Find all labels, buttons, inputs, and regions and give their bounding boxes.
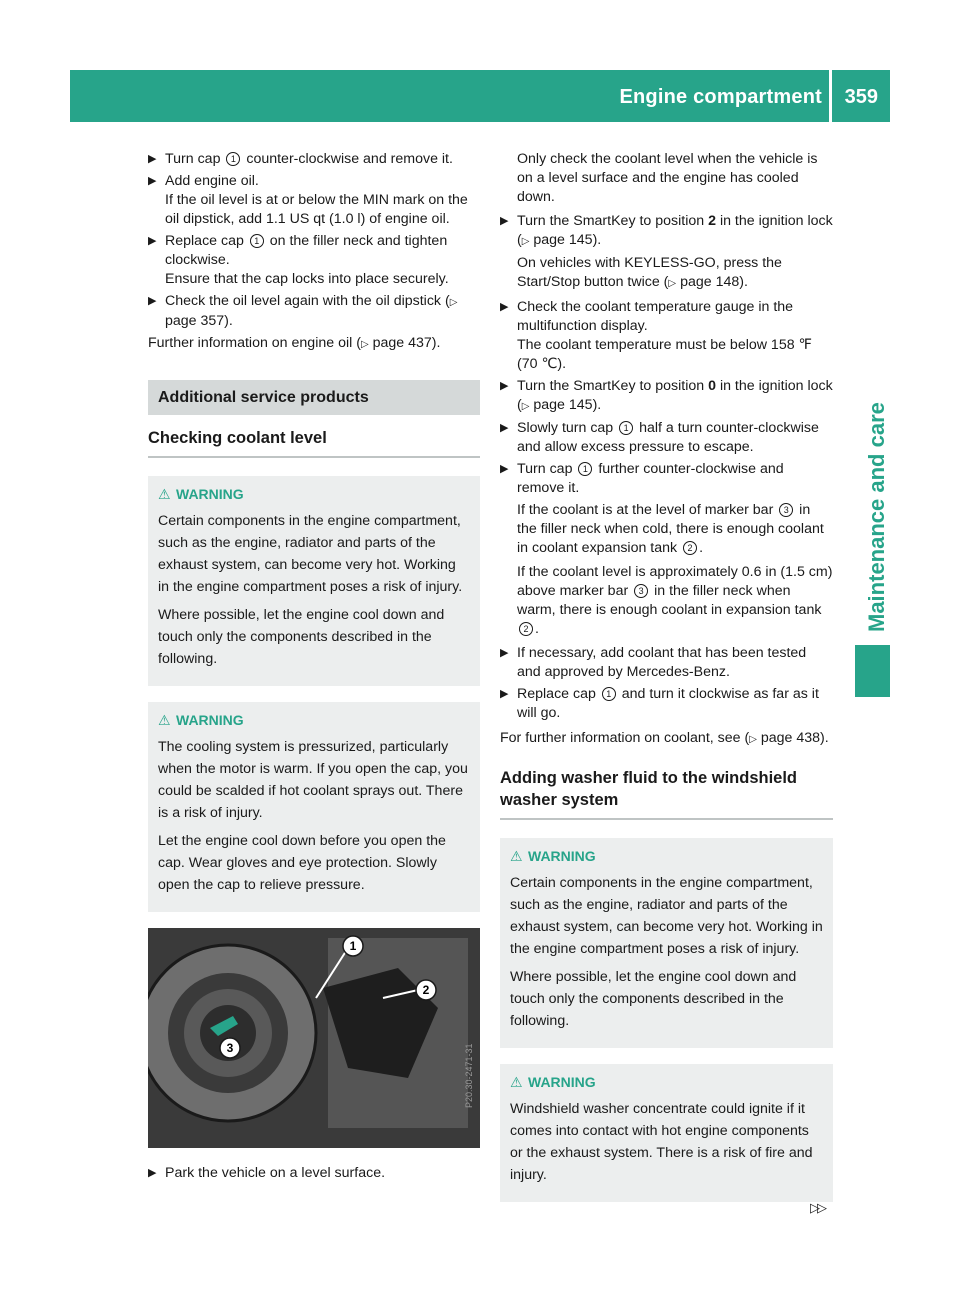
callout-3-icon: 3 (634, 584, 648, 598)
step-check-temp: ▶ Check the coolant temperature gauge in the multifunction display. The coolant temperature must be below 158 ℉ (70 ℃). (500, 299, 813, 372)
cap-note: Ensure that the cap locks into place securely. (165, 271, 449, 287)
oil-note: If the oil level is at or below the MIN mark on the oil dipstick, add 1.1 US qt (1.0 l) of engine oil. (165, 192, 468, 227)
step-add-coolant: ▶ If necessary, add coolant that has been tested and approved by Mercedes-Benz. (500, 645, 807, 680)
warning-text: The cooling system is pressurized, particularly when the motor is warm. If you open the cap, you could be scalded if hot coolant sprays out. There is a risk of injury. (158, 739, 468, 821)
warm-level-note: If the coolant level is approximately 0.6 in (1.5 cm) above marker bar 3 in the filler neck when warm, there is enough coolant in expansion tank 2 . (517, 564, 833, 637)
continue-mark-icon: ▷▷ (810, 1200, 824, 1215)
header-title: Engine compartment (619, 86, 822, 108)
warning-box-hot-components (148, 476, 480, 686)
warning-text: Where possible, let the engine cool down and touch only the components described in the following. (158, 607, 445, 667)
step-replace-cap: ▶ Replace cap 1 on the filler neck and tighten clockwise. Ensure that the cap locks into place securely. (148, 233, 449, 287)
subsection-heading: Adding washer fluid to the windshield washer system (500, 767, 833, 820)
callout-1-icon: 1 (226, 152, 240, 166)
step-add-oil: ▶ Add engine oil. If the oil level is at or below the MIN mark on the oil dipstick, add 1.1 US qt (1.0 l) of engine oil. (148, 173, 468, 227)
further-info-oil: Further information on engine oil (▷ page 437). (148, 335, 441, 351)
subsection-heading: Checking coolant level (148, 427, 480, 458)
page-ref-icon: ▷ (521, 236, 530, 247)
step-arrow-icon: ▶ (500, 688, 509, 700)
callout-2-label: 2 (422, 983, 430, 997)
warning-box-pressurized (148, 702, 480, 912)
page-ref-icon: ▷ (668, 278, 677, 289)
step-arrow-icon: ▶ (148, 295, 157, 307)
callout-1-icon: 1 (250, 234, 264, 248)
step-arrow-icon: ▶ (148, 175, 157, 187)
left-column (148, 150, 480, 1186)
page-ref-icon: ▷ (521, 401, 530, 412)
warning-title: ⚠ WARNING (158, 712, 244, 728)
step-arrow-icon: ▶ (148, 235, 157, 247)
section-heading: Additional service products (148, 380, 480, 415)
warning-text: Certain components in the engine compartment, such as the engine, radiator and parts of the exhaust system, can become very hot. Working in the engine compartment poses a risk of injury. (158, 513, 463, 595)
step-turn-cap: ▶ Turn cap 1 counter-clockwise and remove it. (148, 151, 453, 167)
page-ref-icon: ▷ (449, 297, 458, 308)
keyless-go-note: On vehicles with KEYLESS-GO, press the Start/Stop button twice (▷ page 148). (517, 255, 782, 290)
right-column (500, 150, 833, 1218)
callout-2-icon: 2 (683, 541, 697, 555)
warning-text: Let the engine cool down before you open the cap. Wear gloves and eye protection. Slowly open the cap to relieve pressure. (158, 833, 446, 893)
step-check-oil: ▶ Check the oil level again with the oil dipstick (▷ page 357). (148, 293, 458, 329)
warning-title: ⚠ WARNING (510, 848, 596, 864)
header-separator (829, 70, 832, 122)
warning-box-washer-concentrate (500, 1064, 833, 1202)
page-ref-icon: ▷ (360, 339, 369, 350)
step-arrow-icon: ▶ (500, 215, 509, 227)
warning-triangle-icon: ⚠ (510, 1074, 523, 1090)
callout-3-label: 3 (226, 1041, 234, 1055)
page-ref-icon: ▷ (749, 734, 757, 745)
step-replace-cap-coolant: ▶ Replace cap 1 and turn it clockwise as far as it will go. (500, 686, 819, 721)
callout-1-label: 1 (349, 939, 357, 953)
step-arrow-icon: ▶ (500, 380, 509, 392)
warning-title: ⚠ WARNING (510, 1074, 596, 1090)
warning-text: Windshield washer concentrate could ignite if it comes into contact with hot engine components or the exhaust system. There is a risk of fire and injury. (510, 1101, 813, 1183)
side-tab-label: Maintenance and care (864, 402, 889, 632)
step-slowly-turn: ▶ Slowly turn cap 1 half a turn counter-clockwise and allow excess pressure to escape. (500, 420, 819, 455)
intro-text: Only check the coolant level when the vehicle is on a level surface and the engine has cooled down. (517, 151, 818, 205)
warning-text: Where possible, let the engine cool down and touch only the components described in the following. (510, 969, 797, 1029)
coolant-tank-photo (148, 928, 480, 1148)
callout-1-icon: 1 (578, 462, 592, 476)
side-tab-marker (855, 645, 890, 697)
page-header (70, 70, 890, 122)
engine-illustration (148, 928, 480, 1148)
step-arrow-icon: ▶ (500, 422, 509, 434)
warning-box-hot-components (500, 838, 833, 1048)
warning-triangle-icon: ⚠ (510, 848, 523, 864)
callout-2-icon: 2 (519, 622, 533, 636)
warning-text: Certain components in the engine compartment, such as the engine, radiator and parts of the exhaust system, can become very hot. Working in the engine compartment poses a risk of injury. (510, 875, 823, 957)
step-arrow-icon: ▶ (500, 463, 509, 475)
callout-1-icon: 1 (619, 421, 633, 435)
step-smartkey-2: ▶ Turn the SmartKey to position 2 in the ignition lock (▷ page 145). (500, 213, 833, 248)
photo-code: P20.30-2471-31 (464, 1043, 474, 1108)
step-arrow-icon: ▶ (148, 1167, 157, 1179)
step-remove-cap: ▶ Turn cap 1 further counter-clockwise and remove it. (500, 461, 784, 496)
step-smartkey-0: ▶ Turn the SmartKey to position 0 in the ignition lock (▷ page 145). (500, 378, 833, 413)
page-number: 359 (844, 86, 878, 108)
callout-3-icon: 3 (779, 503, 793, 517)
further-info-coolant: For further information on coolant, see (▷ page 438). (500, 730, 829, 746)
step-arrow-icon: ▶ (500, 301, 509, 313)
cold-level-note: If the coolant is at the level of marker bar 3 in the filler neck when cold, there is enough coolant in coolant expansion tank 2 . (517, 502, 824, 556)
step-park: ▶ Park the vehicle on a level surface. (148, 1165, 386, 1181)
callout-1-icon: 1 (602, 687, 616, 701)
warning-triangle-icon: ⚠ (158, 486, 171, 502)
step-arrow-icon: ▶ (148, 153, 157, 165)
warning-title: ⚠ WARNING (158, 486, 244, 502)
warning-triangle-icon: ⚠ (158, 712, 171, 728)
step-arrow-icon: ▶ (500, 647, 509, 659)
